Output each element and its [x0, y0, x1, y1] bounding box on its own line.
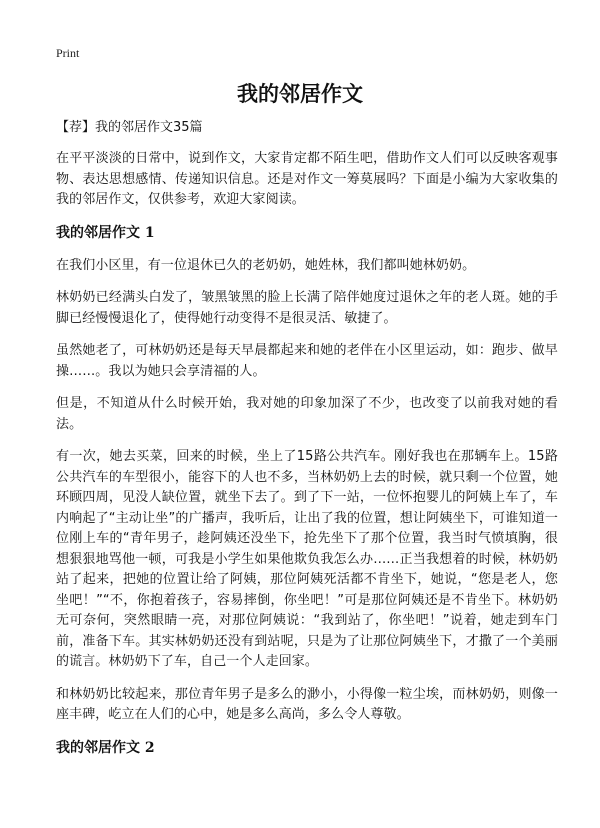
section-1-paragraph-2: 林奶奶已经满头白发了，皱黑皱黑的脸上长满了陪伴她度过退休之年的老人斑。她的手脚已经慢慢退化了，使得她行动变得不是很灵活、敏捷了。 — [56, 290, 558, 326]
section-1-paragraph-6: 和林奶奶比较起来，那位青年男子是多么的渺小，小得像一粒尘埃，而林奶奶，则像一座丰碑，屹立在人们的心中，她是多么高尚，多么令人尊敬。 — [56, 686, 558, 722]
print-link[interactable]: Print — [56, 46, 80, 60]
section-heading-2: 我的邻居作文 2 — [56, 739, 155, 756]
section-1-paragraph-1: 在我们小区里，有一位退休已久的老奶奶，她姓林，我们都叫她林奶奶。 — [56, 257, 476, 273]
page-title: 我的邻居作文 — [237, 82, 363, 106]
article-body — [56, 149, 558, 771]
recommend-line: 【荐】我的邻居作文35篇 — [56, 120, 203, 135]
section-heading-1: 我的邻居作文 1 — [56, 224, 155, 241]
section-1-paragraph-5: 有一次，她去买菜，回来的时候，坐上了15路公共汽车。刚好我也在那辆车上。15路公共汽车的车型很小，能容下的人也不多，当林奶奶上去的时候，就只剩一个位置，她环顾四周，见没人缺位置，就坐下去了。到了下一站，一位怀抱婴儿的阿姨上车了，车内响起了“主动让坐”的广播声，我听后，让出了我的位置，想让阿姨坐下，可谁知道一位刚上车的“青年男子，趁阿姨还没坐下，抢先坐下了那个位置，我当时气愤填胸，很想狠狠地骂他一顿，可我是小学生如果他欺负我怎么办……正当我想着的时候，林奶奶站了起来，把她的位置让给了阿姨，那位阿姨死活都不肯坐下，她说，“您是老人，您坐吧！”“不，你抱着孩子，容易摔倒，你坐吧！”可是那位阿姨还是不肯坐下。林奶奶无可奈何，突然眼睛一亮，对那位阿姨说：“我到站了，你坐吧！”说着，她走到车门前，准备下车。其实林奶奶还没有到站呢，只是为了让那位阿姨坐下，才撒了一个美丽的谎言。林奶奶下了车，自己一个人走回家。 — [56, 449, 558, 669]
section-1-paragraph-4: 但是，不知道从什么时候开始，我对她的印象加深了不少，也改变了以前我对她的看法。 — [56, 396, 558, 432]
intro-paragraph: 在平平淡淡的日常中，说到作文，大家肯定都不陌生吧，借助作文人们可以反映客观事物、表达思想感情、传递知识信息。还是对作文一筹莫展吗？下面是小编为大家收集的我的邻居作文，仅供参考，欢迎大家阅读。 — [56, 151, 558, 207]
section-1-paragraph-3: 虽然她老了，可林奶奶还是每天早晨都起来和她的老伴在小区里运动，如：跑步、做早操……。我以为她只会享清福的人。 — [56, 343, 558, 379]
